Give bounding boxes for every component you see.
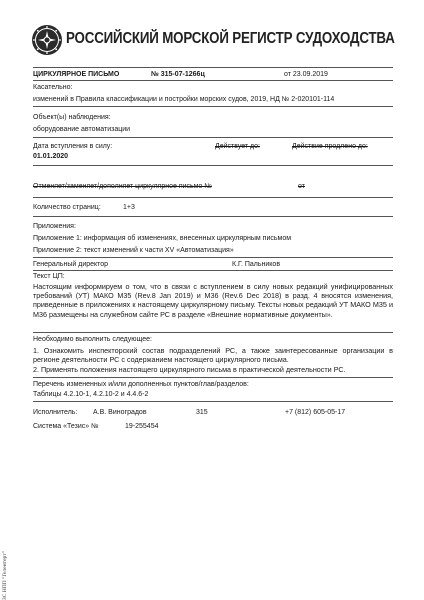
- signatory-position: Генеральный директор: [33, 261, 109, 268]
- action-item: 2. Применять положения настоящего циркулярного письма в практической деятельности РС.: [33, 365, 346, 374]
- system-label: Система «Тезис» №: [33, 423, 99, 430]
- changed-items-label: Перечень измененных и/или дополненных пунктов/глав/разделов:: [33, 381, 249, 388]
- effective-date: 01.01.2020: [33, 153, 69, 160]
- divider: [33, 80, 393, 81]
- action-item: 1. Ознакомить инспекторский состав подразделений РС, а также заинтересованные организации в регионе деятельности РС с содержанием настоящего циркулярного письма.: [33, 346, 393, 365]
- actions-label: Необходимо выполнить следующее:: [33, 336, 152, 343]
- divider: [33, 137, 393, 138]
- side-note: ЗС НПП "Гелентерт": [2, 551, 8, 600]
- rs-logo-icon: [31, 24, 63, 56]
- attachment-item: Приложение 1: информация об изменениях, внесенных циркулярным письмом: [33, 235, 292, 242]
- system-value: 19-255454: [125, 423, 159, 430]
- letter-type: ЦИРКУЛЯРНОЕ ПИСЬМО: [33, 71, 120, 78]
- letter-date: от 23.09.2019: [284, 71, 328, 78]
- divider: [33, 257, 393, 258]
- objects-text: оборудование автоматизации: [33, 126, 131, 133]
- effective-label: Дата вступления в силу:: [33, 143, 113, 150]
- cancels-from: от: [298, 183, 305, 190]
- valid-until-label: Действует до:: [215, 143, 260, 150]
- organization-title: РОССИЙСКИЙ МОРСКОЙ РЕГИСТР СУДОХОДСТВА: [66, 30, 395, 47]
- subject-label: Касательно:: [33, 84, 73, 91]
- executor-name: А.В. Виноградов: [93, 409, 147, 416]
- divider: [33, 332, 393, 333]
- executor-dept: 315: [196, 409, 208, 416]
- divider: [33, 165, 393, 166]
- letter-number: № 315-07-1266ц: [151, 71, 205, 78]
- executor-phone: +7 (812) 605-05-17: [285, 409, 346, 416]
- pages-label: Количество страниц:: [33, 204, 101, 211]
- changed-items-text: Таблицы 4.2.10-1, 4.2.10-2 и 4.4.6-2: [33, 391, 149, 398]
- subject-text: изменений в Правила классификации и постройки морских судов, 2019, НД № 2-020101-114: [33, 96, 335, 103]
- body-label: Текст ЦП:: [33, 273, 65, 280]
- divider: [33, 377, 393, 378]
- objects-label: Объект(ы) наблюдения:: [33, 114, 111, 121]
- divider: [33, 67, 393, 68]
- attachments-label: Приложения:: [33, 223, 76, 230]
- extended-until-label: Действие продлено до:: [292, 143, 368, 150]
- divider: [33, 216, 393, 217]
- divider: [33, 106, 393, 107]
- body-text: Настоящим информируем о том, что в связи с вступлением в силу новых редакций унифицированных требований (УТ) МАКО М35 (Rev.8 Jan 2019) и М36 (Rev.6 Dec 2018) в разд. 4 вносятся изменения, приведенные в приложениях к настоящему циркулярному письму. Тексты новых редакций УТ МАКО М35 и М36 размещены на служебном сайте РС в разделе «Внешние нормативные документы».: [33, 282, 393, 319]
- cancels-label: Отменяет/заменяет/дополняет циркулярное письмо №: [33, 183, 212, 190]
- executor-label: Исполнитель:: [33, 409, 78, 416]
- attachment-item: Приложение 2: текст изменений к части XV «Автоматизация»: [33, 247, 234, 254]
- divider: [33, 270, 393, 271]
- signatory-name: К.Г. Пальников: [232, 261, 281, 268]
- pages-value: 1+3: [123, 204, 135, 211]
- divider: [33, 197, 393, 198]
- divider: [33, 401, 393, 402]
